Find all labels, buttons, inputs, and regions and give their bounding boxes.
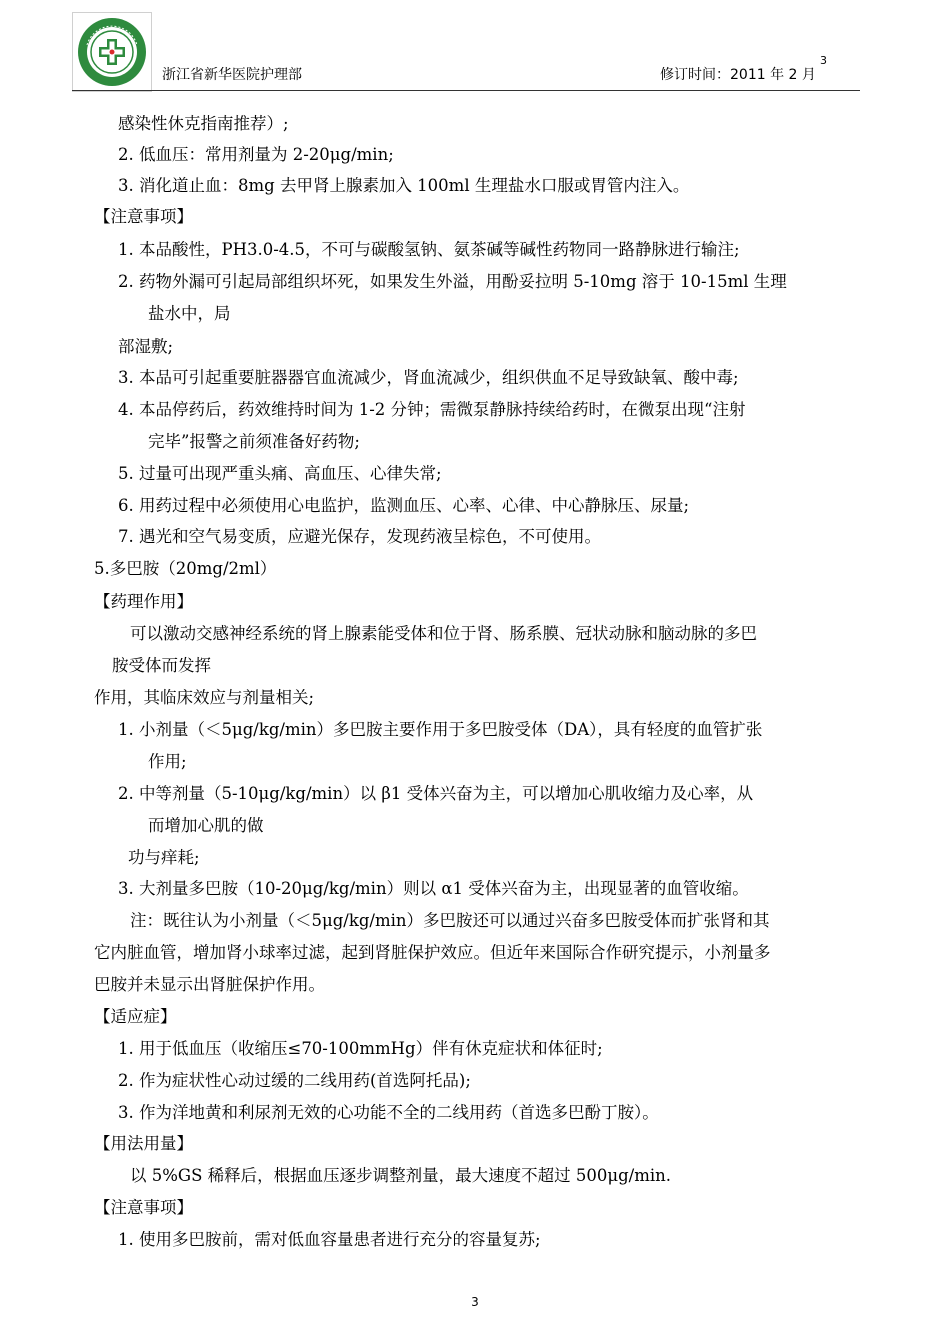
- note-line: 巴胺并未显示出肾脏保护作用。: [94, 975, 325, 994]
- list-item: 7. 遇光和空气易变质，应避光保存，发现药液呈棕色，不可使用。: [118, 527, 601, 546]
- text-line: 感染性休克指南推荐）;: [118, 114, 289, 133]
- section-heading: 【注意事项】: [94, 1198, 193, 1217]
- paragraph-line: 作用，其临床效应与剂量相关;: [94, 688, 315, 707]
- hospital-logo-icon: [73, 13, 151, 91]
- header-page-superscript: 3: [820, 54, 827, 67]
- list-item: 1. 小剂量（＜5μg/kg/min）多巴胺主要作用于多巴胺受体（DA），具有轻度的血管扩张: [118, 720, 763, 739]
- list-item-continuation: 盐水中，局: [148, 304, 231, 323]
- section-heading: 【注意事项】: [94, 207, 193, 226]
- page-number: 3: [471, 1295, 479, 1309]
- text-line: 功与痒耗;: [128, 848, 200, 867]
- list-item: 2. 药物外漏可引起局部组织坏死，如果发生外溢，用酚妥拉明 5-10mg 溶于 10-15ml 生理: [118, 272, 787, 291]
- section-heading: 【药理作用】: [94, 592, 193, 611]
- list-item: 5. 过量可出现严重头痛、高血压、心律失常;: [118, 464, 442, 483]
- header-divider: [72, 90, 860, 91]
- list-item-continuation: 作用;: [148, 752, 187, 771]
- drug-heading: 5.多巴胺（20mg/2ml）: [94, 559, 277, 578]
- section-heading: 【用法用量】: [94, 1134, 193, 1153]
- list-item: 6. 用药过程中必须使用心电监护，监测血压、心率、心律、中心静脉压、尿量;: [118, 496, 690, 515]
- header-revision-date: 修订时间：2011 年 2 月: [660, 67, 816, 83]
- list-item: 2. 低血压：常用剂量为 2-20μg/min;: [118, 145, 394, 164]
- note-line: 注：既往认为小剂量（＜5μg/kg/min）多巴胺还可以通过兴奋多巴胺受体而扩张肾和其: [130, 911, 770, 930]
- list-item: 3. 大剂量多巴胺（10-20μg/kg/min）则以 α1 受体兴奋为主，出现显著的血管收缩。: [118, 879, 749, 898]
- list-item: 4. 本品停药后，药效维持时间为 1-2 分钟；需微泵静脉持续给药时，在微泵出现“注射: [118, 400, 746, 419]
- note-line: 它内脏血管，增加肾小球率过滤，起到肾脏保护效应。但近年来国际合作研究提示，小剂量多: [94, 943, 771, 962]
- list-item-continuation: 而增加心肌的做: [148, 816, 264, 835]
- list-item: 3. 作为洋地黄和利尿剂无效的心功能不全的二线用药（首选多巴酚丁胺）。: [118, 1103, 659, 1122]
- list-item: 1. 本品酸性，PH3.0-4.5，不可与碳酸氢钠、氨茶碱等碱性药物同一路静脉进行输注;: [118, 240, 740, 259]
- list-item: 1. 用于低血压（收缩压≤70-100mmHg）伴有休克症状和体征时;: [118, 1039, 603, 1058]
- paragraph-line: 以 5%GS 稀释后，根据血压逐步调整剂量，最大速度不超过 500μg/min.: [130, 1166, 672, 1185]
- text-line: 部湿敷;: [118, 337, 174, 356]
- header-organization: 浙江省新华医院护理部: [162, 67, 302, 83]
- list-item-continuation: 完毕”报警之前须准备好药物;: [148, 432, 360, 451]
- list-item: 2. 中等剂量（5-10μg/kg/min）以 β1 受体兴奋为主，可以增加心肌收缩力及心率，从: [118, 784, 754, 803]
- list-item: 3. 本品可引起重要脏器器官血流减少，肾血流减少，组织供血不足导致缺氧、酸中毒;: [118, 368, 739, 387]
- hospital-logo: [72, 12, 152, 92]
- paragraph-line: 可以激动交感神经系统的肾上腺素能受体和位于肾、肠系膜、冠状动脉和脑动脉的多巴: [130, 624, 757, 643]
- paragraph-line: 胺受体而发挥: [112, 656, 211, 675]
- list-item: 3. 消化道止血：8mg 去甲肾上腺素加入 100ml 生理盐水口服或胃管内注入。: [118, 176, 690, 195]
- section-heading: 【适应症】: [94, 1007, 177, 1026]
- list-item: 1. 使用多巴胺前，需对低血容量患者进行充分的容量复苏;: [118, 1230, 541, 1249]
- list-item: 2. 作为症状性心动过缓的二线用药(首选阿托品);: [118, 1071, 471, 1090]
